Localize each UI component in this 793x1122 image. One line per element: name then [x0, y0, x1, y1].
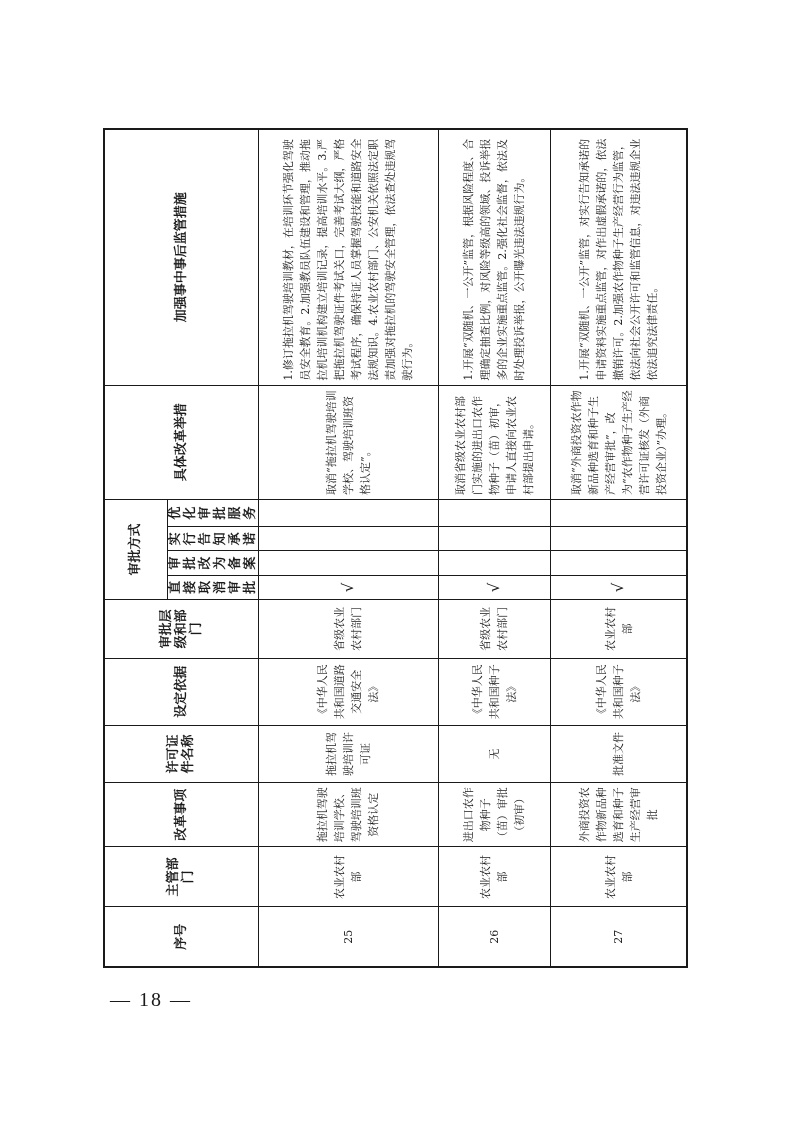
cell-level: 农业农村部: [551, 600, 687, 659]
header-optimize: 优化审批服务: [167, 499, 258, 526]
cell-record: [551, 551, 687, 575]
header-cancel: 直接取消审批: [167, 575, 258, 599]
page-number: — 18 —: [110, 989, 192, 1011]
cell-promise: [551, 527, 687, 551]
header-promise: 实行告知承诺: [167, 527, 258, 551]
cell-item: 进出口农作物种子（苗）审批（初审）: [438, 783, 551, 847]
cell-basis: 《中华人民共和国道路交通安全法》: [258, 658, 438, 725]
cell-record: [258, 551, 438, 575]
cell-item: 拖拉机驾驶培训学校、驾驶培训班资格认定: [258, 783, 438, 847]
cell-level: 省级农业农村部门: [258, 600, 438, 659]
cell-license: 批准文件: [551, 725, 687, 782]
header-dept: 主管部门: [104, 847, 258, 907]
header-measures: 具体改革举措: [104, 385, 258, 499]
cell-dept: 农业农村部: [438, 847, 551, 907]
cell-license: 拖拉机驾驶培训许可证: [258, 725, 438, 782]
header-license: 许可证件名称: [104, 725, 258, 782]
cell-measures: 取消“外商投资农作物新品种选育和种子生产经营审批”，改为“农作物种子生产经营许可证核发（外商投资企业）”办理。: [551, 385, 687, 499]
header-basis: 设定依据: [104, 658, 258, 725]
header-row-1: [104, 129, 167, 967]
cell-promise: [258, 527, 438, 551]
cell-measures: 取消省级农业农村部门实施的进出口农作物种子（苗）初审，申请人直接向农业农村部提出申请。: [438, 385, 551, 499]
cell-measures: 取消“拖拉机驾驶培训学校、驾驶培训班资格认定”。: [258, 385, 438, 499]
cell-dept: 农业农村部: [258, 847, 438, 907]
cell-supervision: 1.开展“双随机、一公开”监管，根据风险程度、合理确定抽查比例，对风险等级高的领域、投诉举报多的企业实施重点监管。2.强化社会监督，依法及时处理投诉举报，公开曝光违法违规行为。: [438, 129, 551, 385]
header-item: 改革事项: [104, 783, 258, 847]
cell-license: 无: [438, 725, 551, 782]
cell-dept: 农业农村部: [551, 847, 687, 907]
cell-record: [438, 551, 551, 575]
header-supervision: 加强事中事后监管措施: [104, 129, 258, 385]
cell-cancel-check: √: [438, 575, 551, 599]
table-row: [258, 129, 438, 967]
cell-optimize: [551, 499, 687, 526]
cell-supervision: 1.开展“双随机、一公开”监管，对实行告知承诺的申请资料实施重点监管，对作出虚假承诺的，依法撤销许可。2.加强农作物种子生产经营行为监管，依法向社会公开许可和监管信息，对违法违规企业依法追究法律责任。: [551, 129, 687, 385]
cell-optimize: [258, 499, 438, 526]
header-approval-group: 审批方式: [104, 499, 167, 599]
cell-promise: [438, 527, 551, 551]
rotated-table-container: [103, 128, 688, 968]
header-seq: 序号: [104, 907, 258, 967]
table-row: [551, 129, 687, 967]
cell-cancel-check: √: [551, 575, 687, 599]
table-row: [438, 129, 551, 967]
cell-item: 外商投资农作物新品种选育和种子生产经营审批: [551, 783, 687, 847]
cell-seq: 27: [551, 907, 687, 967]
header-record: 审批改为备案: [167, 551, 258, 575]
header-level: 审批层级和部门: [104, 600, 258, 659]
cell-level: 省级农业农村部门: [438, 600, 551, 659]
cell-seq: 26: [438, 907, 551, 967]
cell-supervision: 1.修订拖拉机驾驶培训教材，在培训环节强化驾驶员安全教育。2.加强教员队伍建设和管理，推动拖拉机培训机构建立培训记录，提高培训水平。3.严把拖拉机驾驶证件考试关口，完善考试大纲，严格考试程序，确保持证人员掌握驾驶技能和道路安全法规知识。4.农业农村部门、公安机关依照法定职责加强对拖拉机的驾驶安全管理，依法查处违规驾驶行为。: [258, 129, 438, 385]
cell-seq: 25: [258, 907, 438, 967]
reform-table: [103, 128, 688, 968]
cell-optimize: [438, 499, 551, 526]
cell-cancel-check: √: [258, 575, 438, 599]
cell-basis: 《中华人民共和国种子法》: [551, 658, 687, 725]
cell-basis: 《中华人民共和国种子法》: [438, 658, 551, 725]
